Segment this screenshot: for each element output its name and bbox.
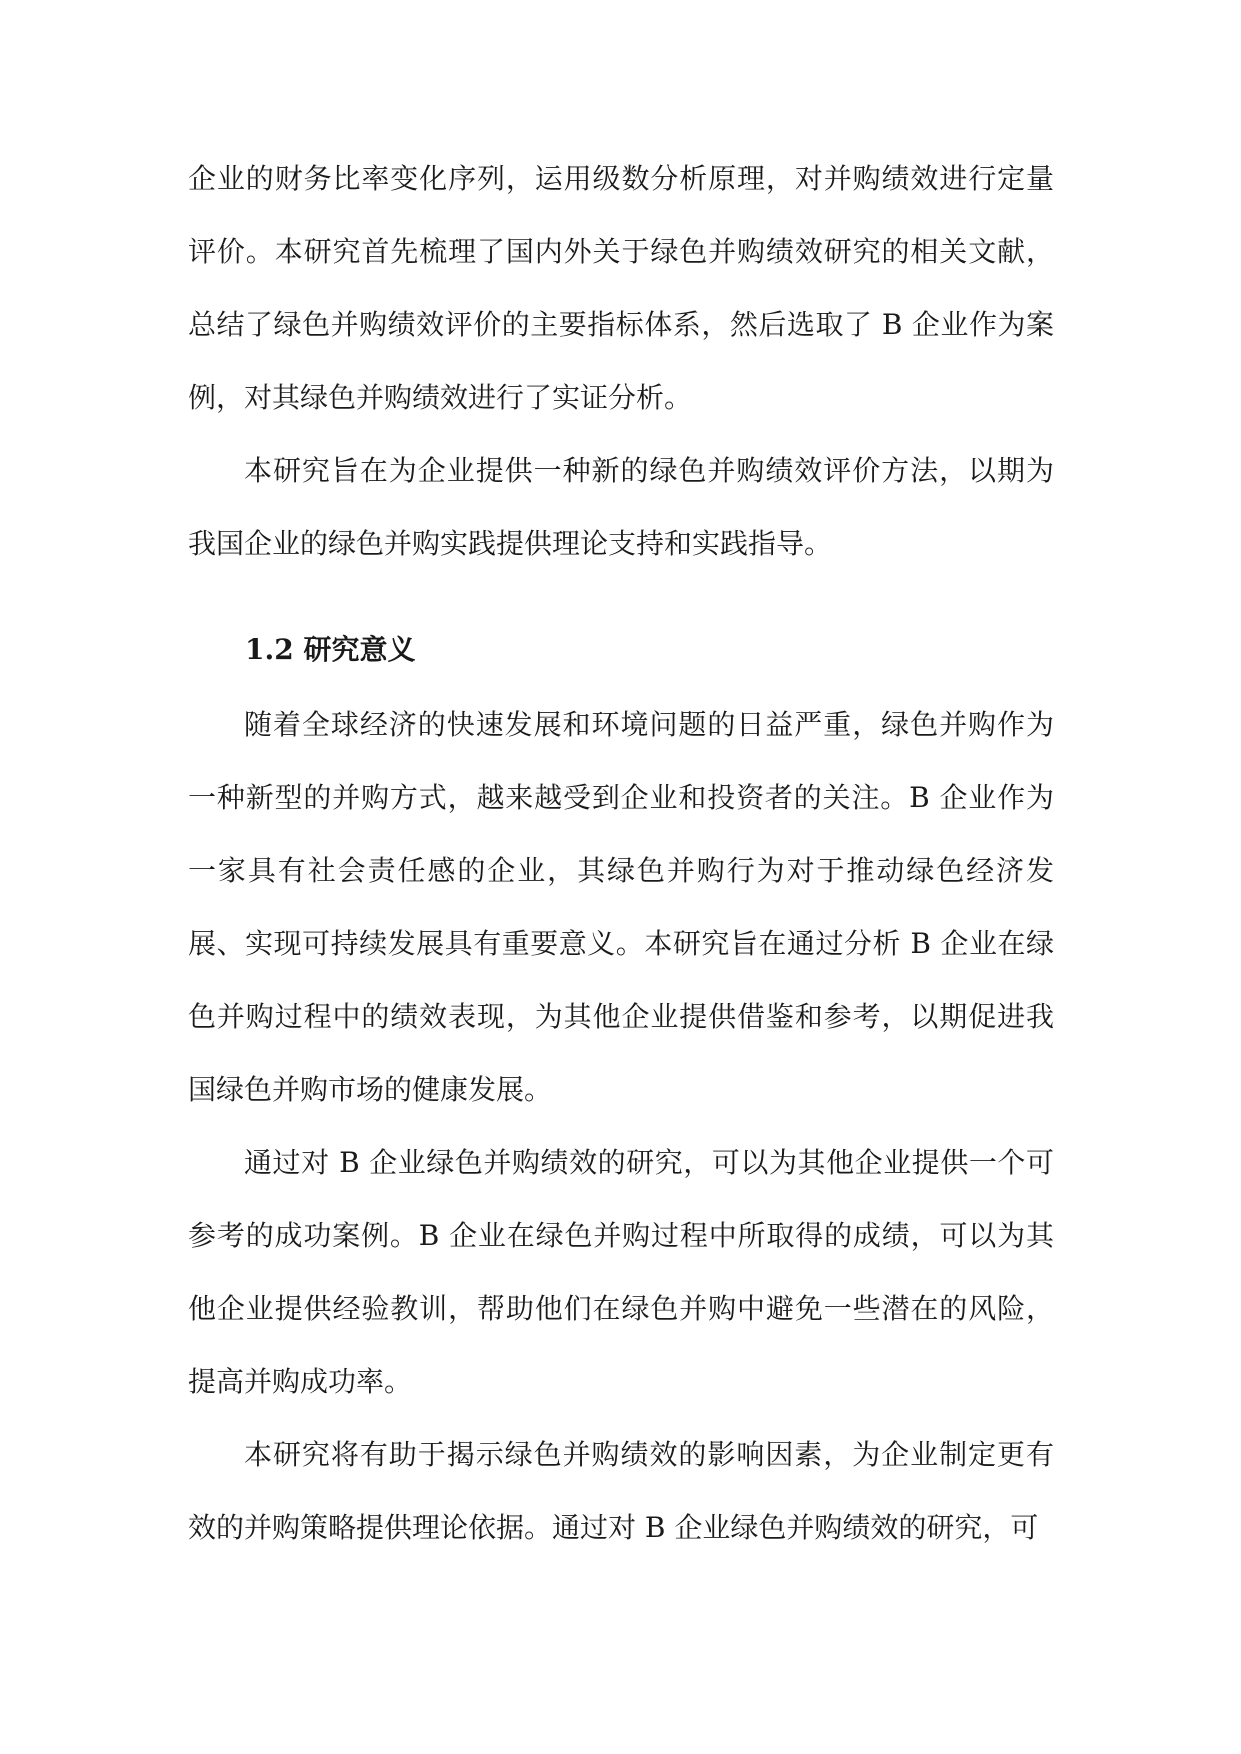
document-body	[188, 142, 1054, 1564]
paragraph-1: 企业的财务比率变化序列，运用级数分析原理，对并购绩效进行定量评价。本研究首先梳理了国内外关于绿色并购绩效研究的相关文献，总结了绿色并购绩效评价的主要指标体系，然后选取了 B 企业作为案例，对其绿色并购绩效进行了实证分析。	[188, 162, 1054, 414]
paragraph-3: 随着全球经济的快速发展和环境问题的日益严重，绿色并购作为一种新型的并购方式，越来越受到企业和投资者的关注。B 企业作为一家具有社会责任感的企业，其绿色并购行为对于推动绿色经济发展、实现可持续发展具有重要意义。本研究旨在通过分析 B 企业在绿色并购过程中的绩效表现，为其他企业提供借鉴和参考，以期促进我国绿色并购市场的健康发展。	[188, 708, 1054, 1106]
paragraph-2: 本研究旨在为企业提供一种新的绿色并购绩效评价方法，以期为我国企业的绿色并购实践提供理论支持和实践指导。	[188, 454, 1054, 560]
section-heading: 1.2 研究意义	[245, 633, 416, 666]
paragraph-4: 通过对 B 企业绿色并购绩效的研究，可以为其他企业提供一个可参考的成功案例。B 企业在绿色并购过程中所取得的成绩，可以为其他企业提供经验教训，帮助他们在绿色并购中避免一些潜在的风险，提高并购成功率。	[188, 1146, 1054, 1398]
paragraph-5: 本研究将有助于揭示绿色并购绩效的影响因素，为企业制定更有效的并购策略提供理论依据。通过对 B 企业绿色并购绩效的研究，可	[188, 1438, 1054, 1544]
